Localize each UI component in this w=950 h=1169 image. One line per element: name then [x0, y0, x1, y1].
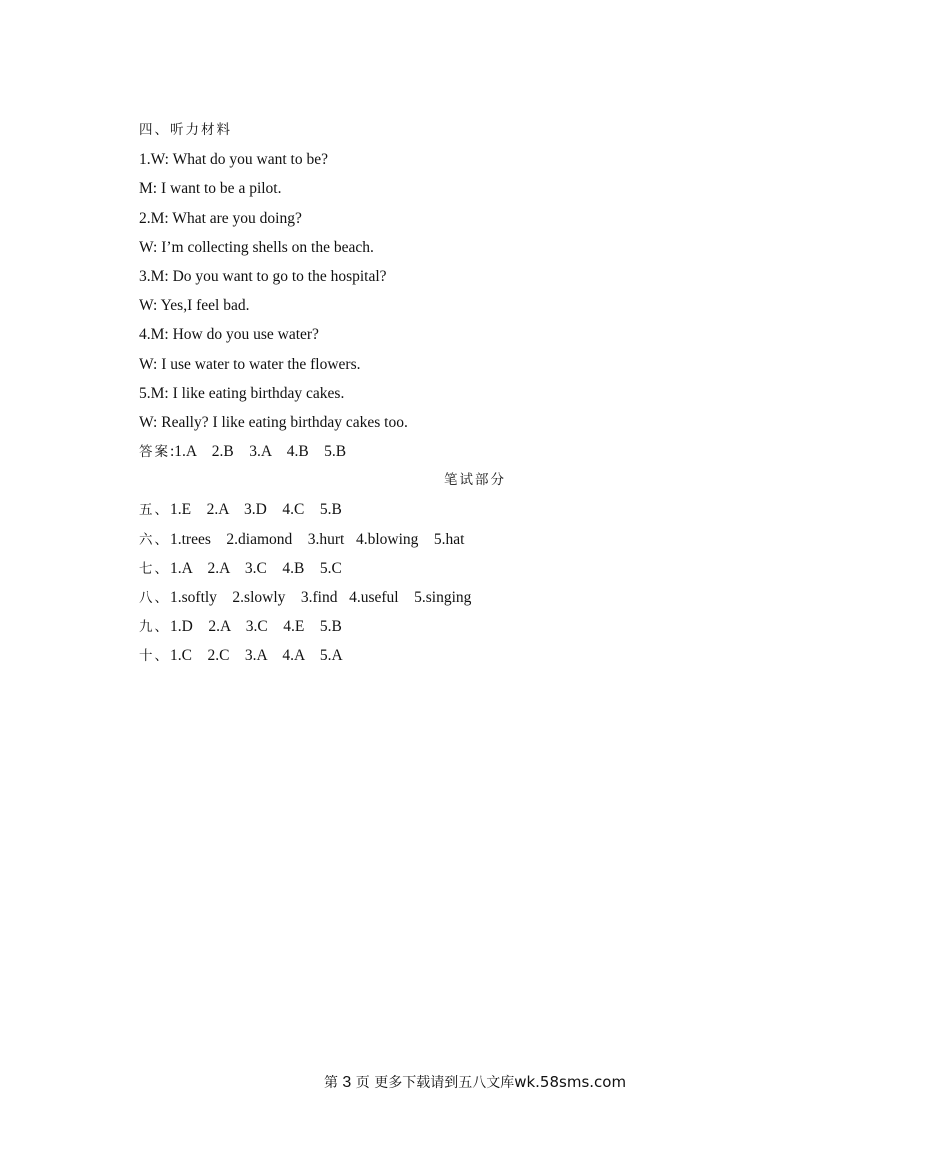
dialogue-line: W: Really? I like eating birthday cakes too.: [139, 413, 408, 431]
answer-text: 1.trees 2.diamond 3.hurt 4.blowing 5.hat: [170, 530, 465, 548]
listening-answers: [139, 437, 819, 466]
dialogue-line: M: I want to be a pilot.: [139, 180, 282, 198]
written-answer-row: [139, 612, 819, 641]
question-number: 八、: [139, 590, 170, 606]
dialogue-line: 4.M: How do you use water?: [139, 326, 319, 344]
dialogue-line: 2.M: What are you doing?: [139, 209, 302, 227]
footer-prefix: 第: [323, 1075, 343, 1091]
question-number: 六、: [139, 531, 170, 548]
answer-key-content: [139, 116, 819, 671]
page-footer: [0, 1070, 950, 1095]
dialogue-line: 3.M: Do you want to go to the hospital?: [139, 267, 387, 285]
question-number: 五、: [139, 502, 170, 519]
question-number: 九、: [139, 619, 170, 636]
listening-heading: 四、听力材料: [139, 122, 232, 138]
written-answer-row: [139, 641, 819, 670]
answer-text: 1.E 2.A 3.D 4.C 5.B: [170, 501, 342, 519]
answer-values: :1.A 2.B 3.A 4.B 5.B: [170, 443, 347, 461]
written-answer-row: [139, 525, 819, 554]
answer-text: 1.D 2.A 3.C 4.E 5.B: [170, 618, 342, 636]
answer-text: 1.A 2.A 3.C 4.B 5.C: [170, 559, 342, 577]
written-answer-row: [139, 583, 819, 612]
dialogue-line: 1.W: What do you want to be?: [139, 151, 328, 169]
dialogue-line: 5.M: I like eating birthday cakes.: [139, 384, 345, 402]
question-number: 十、: [139, 648, 170, 665]
dialogue-line: W: I use water to water the flowers.: [139, 355, 361, 373]
answer-text: 1.softly 2.slowly 3.find 4.useful 5.singing: [170, 589, 472, 606]
written-answer-row: [139, 554, 819, 583]
dialogue-line: W: Yes,I feel bad.: [139, 297, 250, 315]
question-number: 七、: [139, 560, 170, 577]
answer-text: 1.C 2.C 3.A 4.A 5.A: [170, 647, 343, 665]
page-number: 3: [342, 1074, 352, 1091]
footer-text: 页 更多下载请到五八文库: [351, 1075, 515, 1091]
dialogue-line: W: I’m collecting shells on the beach.: [139, 238, 374, 256]
footer-url: wk.58sms.com: [514, 1073, 627, 1091]
written-answer-row: [139, 495, 819, 524]
written-section-title: 笔试部分: [444, 472, 506, 489]
answer-prefix: 答案: [139, 444, 170, 461]
